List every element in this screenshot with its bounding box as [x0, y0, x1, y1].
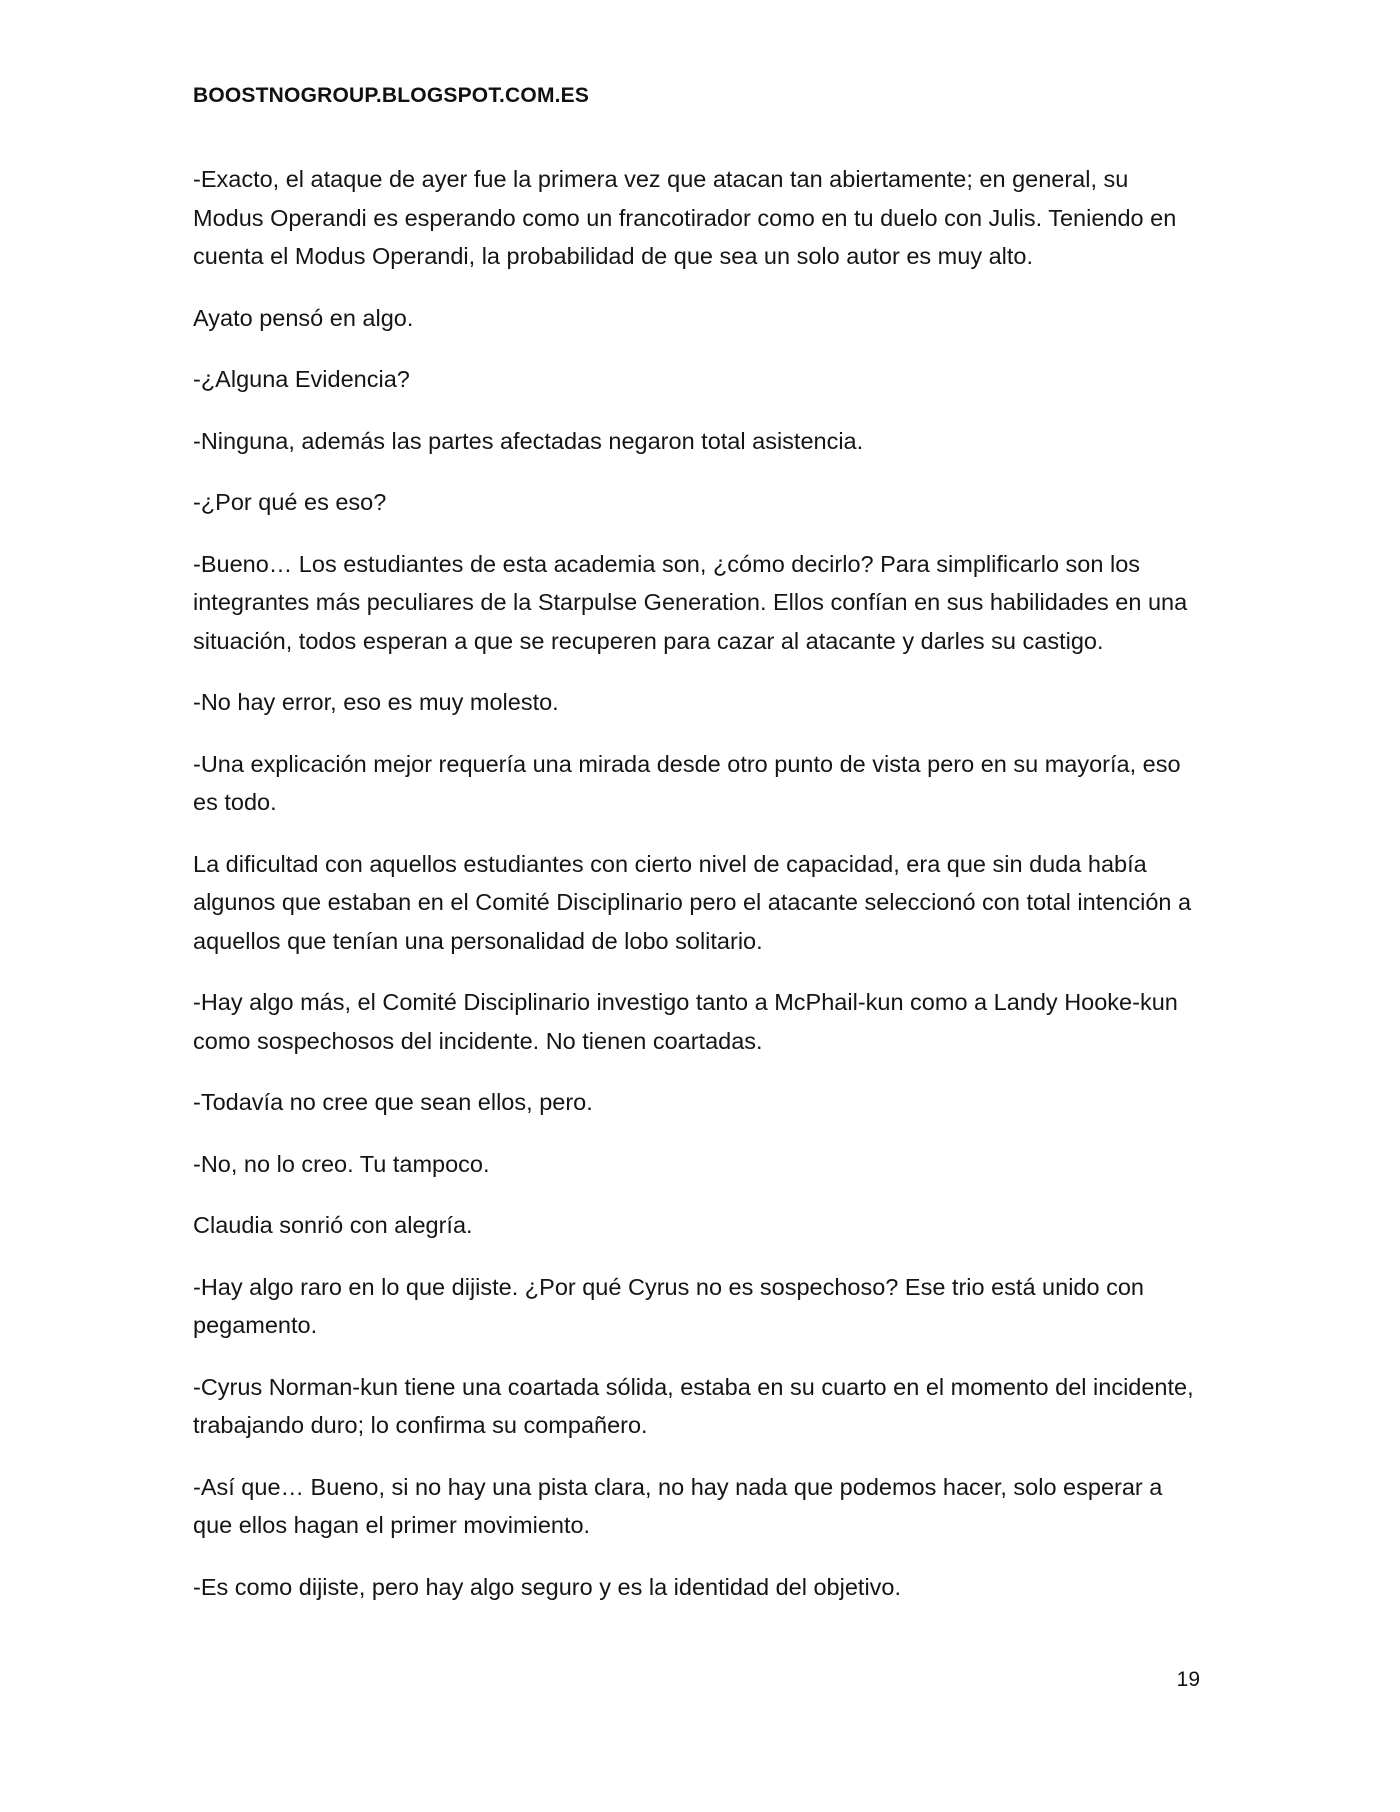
paragraph: -Es como dijiste, pero hay algo seguro y es la identidad del objetivo. — [193, 1573, 902, 1600]
paragraph: -¿Por qué es eso? — [193, 489, 387, 515]
page-number: 19 — [1176, 1668, 1200, 1691]
paragraph: Claudia sonrió con alegría. — [193, 1212, 473, 1238]
page-body — [193, 160, 1205, 1629]
paragraph: -Hay algo más, el Comité Disciplinario investigo tanto a McPhail-kun como a Landy Hooke-kun como sospechosos del incidente. No tienen coartadas. — [193, 989, 1178, 1054]
paragraph: -Hay algo raro en lo que dijiste. ¿Por qué Cyrus no es sospechoso? Ese trio está unido con pegamento. — [193, 1273, 1144, 1338]
paragraph: -No hay error, eso es muy molesto. — [193, 689, 559, 715]
paragraph: Ayato pensó en algo. — [193, 304, 414, 331]
paragraph: -Todavía no cree que sean ellos, pero. — [193, 1089, 593, 1115]
paragraph: -Cyrus Norman-kun tiene una coartada sólida, estaba en su cuarto en el momento del incidente, trabajando duro; lo confirma su compañero. — [193, 1373, 1194, 1438]
page-header: BOOSTNOGROUP.BLOGSPOT.COM.ES — [193, 84, 590, 107]
paragraph: La dificultad con aquellos estudiantes con cierto nivel de capacidad, era que sin duda había algunos que estaban en el Comité Disciplinario pero el atacante seleccionó con total intención a aquellos que tenían una personalidad de lobo solitario. — [193, 850, 1192, 954]
paragraph: -¿Alguna Evidencia? — [193, 366, 410, 392]
paragraph: -Así que… Bueno, si no hay una pista clara, no hay nada que podemos hacer, solo esperar a que ellos hagan el primer movimiento. — [193, 1473, 1163, 1538]
paragraph: -Una explicación mejor requería una mirada desde otro punto de vista pero en su mayoría, eso es todo. — [193, 750, 1181, 815]
paragraph: -Exacto, el ataque de ayer fue la primera vez que atacan tan abiertamente; en general, su Modus Operandi es esperando como un francotirador como en tu duelo con Julis. Teniendo en cuenta el Modus Operandi, la probabilidad de que sea un solo autor es muy alto. — [193, 166, 1177, 269]
paragraph: -Bueno… Los estudiantes de esta academia son, ¿cómo decirlo? Para simplificarlo son los integrantes más peculiares de la Starpulse Generation. Ellos confían en sus habilidades en una situación, todos esperan a que se recuperen para cazar al atacante y darles su castigo. — [193, 550, 1188, 654]
paragraph: -Ninguna, además las partes afectadas negaron total asistencia. — [193, 427, 864, 454]
paragraph: -No, no lo creo. Tu tampoco. — [193, 1150, 490, 1177]
